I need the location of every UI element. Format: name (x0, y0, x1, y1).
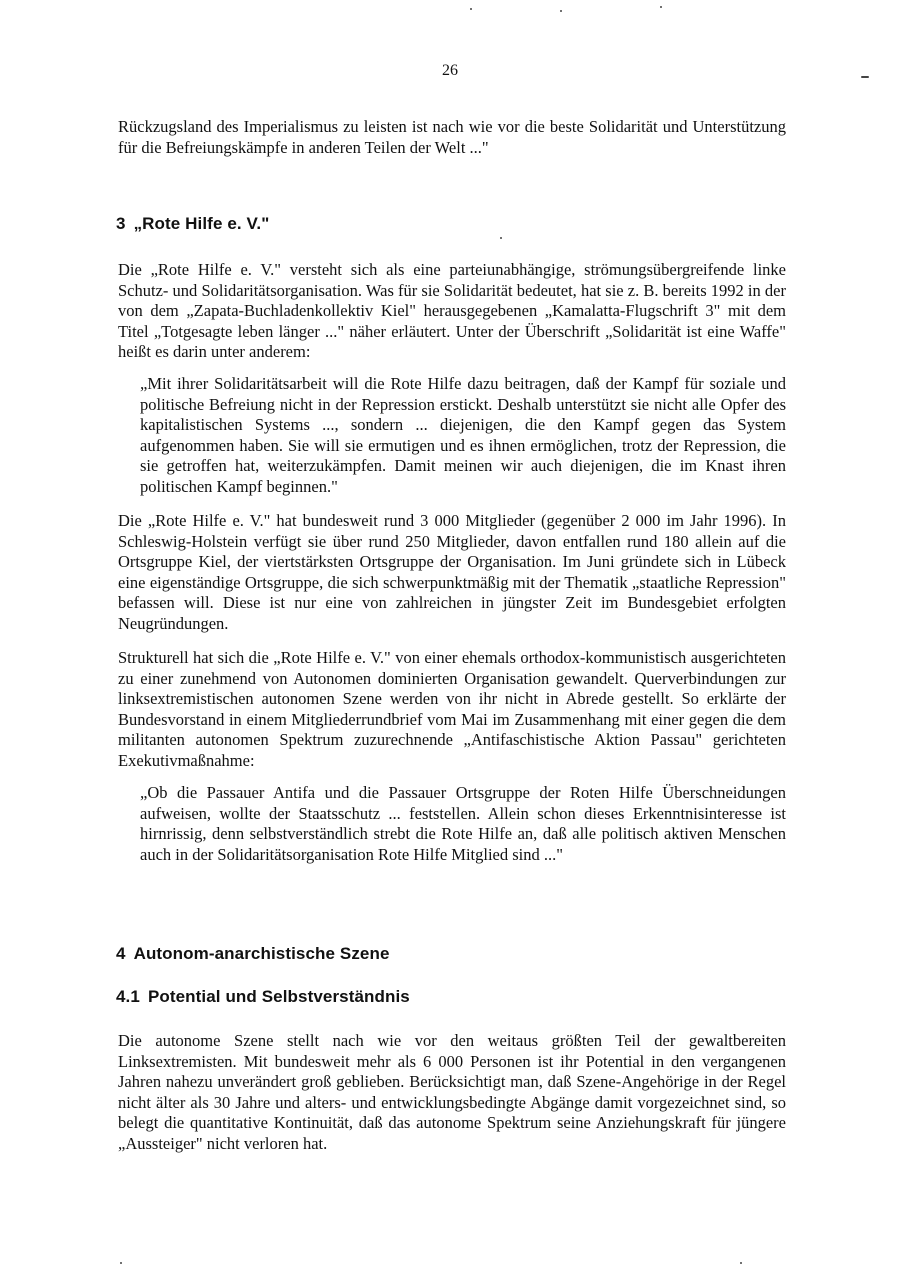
section-title: Autonom-anarchistische Szene (133, 944, 390, 963)
paragraph-mitglieder: Die „Rote Hilfe e. V." hat bundesweit rund 3 000 Mitglieder (gegenüber 2 000 im Jahr 1996). In Schleswig-Holstein verfügt sie über rund 250 Mitglieder, davon entfallen rund 180 allein auf die Ortsgruppe Kiel, der viertstärksten Ortsgruppe der Organisation. Im Juni gründete sich in Lübeck eine eigenständige Ortsgruppe, die sich schwerpunktmäßig mit der Thematik „staatliche Repression" befassen will. Diese ist nur eine von zahlreichen in jüngster Zeit im Bundesgebiet erfolgten Neugründungen. (118, 511, 786, 633)
paragraph-continuation: Rückzugsland des Imperialismus zu leisten ist nach wie vor die beste Solidarität und Unterstützung für die Befreiungskämpfe in anderen Teilen der Welt ..." (118, 117, 786, 157)
scan-speck (120, 1262, 122, 1264)
section-number: 4.1 (116, 987, 140, 1006)
page-number: 26 (442, 62, 458, 79)
section-heading-4-1 (116, 987, 410, 1007)
section-number: 4 (116, 944, 126, 963)
block-quote-solidaritaet: „Mit ihrer Solidaritätsarbeit will die Rote Hilfe dazu beitragen, daß der Kampf für soziale und politische Befreiung nicht in der Repression erstickt. Deshalb unterstützt sie nicht alle Opfer des kapitalistischen Systems ..., sondern ... diejenigen, die den Kampf gegen das System aufgenommen haben. Sie will sie ermutigen und es ihnen ermöglichen, trotz der Repression, die sie getroffen hat, weiterzukämpfen. Damit meinen wir auch diejenigen, die im Knast ihren politischen Kampf beginnen." (140, 374, 786, 496)
scan-speck (861, 76, 869, 78)
section-title: Potential und Selbstverständnis (147, 987, 410, 1006)
paragraph-autonome-szene: Die autonome Szene stellt nach wie vor den weitaus größten Teil der gewaltbereiten Linksextremisten. Mit bundesweit mehr als 6 000 Personen ist ihr Potential in den vergangenen Jahren nahezu unverändert groß geblieben. Berücksichtigt man, daß Szene-Angehörige in der Regel nicht älter als 30 Jahre und alters- und entwicklungsbedingte Abgänge damit vorgezeichnet sind, so belegt die quantitative Kontinuität, daß das autonome Spektrum seine Anziehungskraft für jüngere „Aussteiger" nicht verloren hat. (118, 1031, 786, 1153)
paragraph-strukturell: Strukturell hat sich die „Rote Hilfe e. V." von einer ehemals orthodox-kommunistisch ausgerichteten zu einer zunehmend von Autonomen dominierten Organisation gewandelt. Querverbindungen zur linksextremistischen autonomen Szene werden von ihr nicht in Abrede gestellt. So erklärte der Bundesvorstand in einem Mitgliederrundbrief vom Mai im Zusammenhang mit einer gegen die dem militanten autonomen Spektrum zuzurechnende „Antifaschistische Aktion Passau" gerichteten Exekutivmaßnahme: (118, 648, 786, 770)
scan-speck (560, 10, 562, 12)
section-heading-3 (116, 214, 269, 234)
scan-speck (660, 6, 662, 8)
section-number: 3 (116, 214, 126, 233)
section-title: „Rote Hilfe e. V." (133, 214, 270, 233)
paragraph-rote-hilfe-intro: Die „Rote Hilfe e. V." versteht sich als eine parteiunabhängige, strömungsübergreifende linke Schutz- und Solidaritätsorganisation. Was für sie Solidarität bedeutet, hat sie z. B. bereits 1992 in der von dem „Zapata-Buchladenkollektiv Kiel" herausgegebenen „Kamalatta-Flugschrift 3" mit dem Titel „Totgesagte leben länger ..." näher erläutert. Unter der Überschrift „Solidarität ist eine Waffe" heißt es darin unter anderem: (118, 260, 786, 362)
scan-speck (470, 8, 472, 10)
section-heading-4 (116, 944, 390, 964)
scan-speck (500, 237, 502, 239)
scan-speck (740, 1262, 742, 1264)
block-quote-passau: „Ob die Passauer Antifa und die Passauer Ortsgruppe der Roten Hilfe Überschneidungen aufweisen, wollte der Staatsschutz ... feststellen. Allein schon dieses Erkenntnisinteresse ist hirnrissig, denn selbstverständlich strebt die Rote Hilfe an, daß alle politisch aktiven Menschen auch in der Solidaritätsorganisation Rote Hilfe Mitglied sind ..." (140, 783, 786, 864)
